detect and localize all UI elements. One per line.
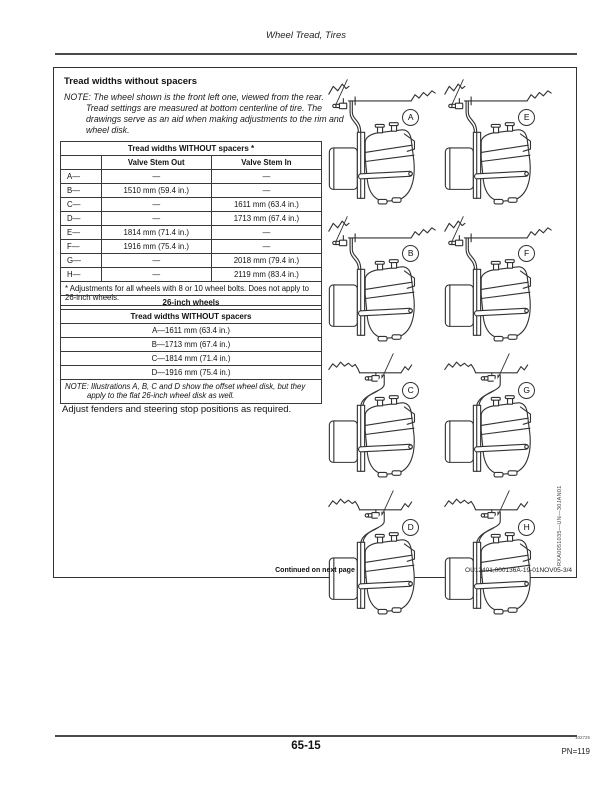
wheel-hub-drawing <box>326 349 438 486</box>
table-row <box>61 212 322 226</box>
illustration-label: A <box>402 109 419 126</box>
illustration-label: C <box>402 382 419 399</box>
cell-valve-in: — <box>211 184 321 198</box>
row-label: A— <box>61 170 102 184</box>
content-box <box>53 67 577 578</box>
table-row <box>61 338 322 352</box>
row-label: F— <box>61 240 102 254</box>
table-note: NOTE: Illustrations A, B, C and D show the offset wheel disk, but they apply to the flat 26-inch wheel disk as well. <box>61 380 322 404</box>
cell-valve-out: — <box>101 170 211 184</box>
body-text: Adjust fenders and steering stop positions as required. <box>62 404 292 415</box>
cell-valve-in: 1611 mm (63.4 in.) <box>211 198 321 212</box>
wheel-hub-drawing <box>326 76 438 213</box>
cell-valve-out: — <box>101 254 211 268</box>
illustration-label: F <box>518 245 535 262</box>
header-rule <box>55 53 577 55</box>
illustration-b <box>326 213 438 350</box>
table-note-row <box>61 380 322 404</box>
table-row <box>61 170 322 184</box>
pn-number: PN=119 <box>561 746 590 756</box>
tread-value: B—1713 mm (67.4 in.) <box>61 338 322 352</box>
tread-value: C—1814 mm (71.4 in.) <box>61 352 322 366</box>
illustration-label: G <box>518 382 535 399</box>
cell-valve-out: — <box>101 198 211 212</box>
cell-valve-in: 2119 mm (83.4 in.) <box>211 268 321 282</box>
section-note: NOTE: The wheel shown is the front left one, viewed from the rear. Tread settings are measured at bottom centerline of tire. The drawings serve as an aid when making adjustments to the rim and wheel disk. <box>64 92 344 135</box>
row-label: G— <box>61 254 102 268</box>
cell-valve-in: — <box>211 240 321 254</box>
table-row <box>61 352 322 366</box>
section-heading: Tread widths without spacers <box>64 76 198 87</box>
illustration-g <box>442 349 554 486</box>
table-row <box>61 240 322 254</box>
table-subtitle: Tread widths WITHOUT spacers <box>61 310 322 324</box>
wheel-hub-drawing <box>326 213 438 350</box>
page-number: 65-15 <box>291 740 321 752</box>
wheel-hub-drawing <box>442 76 554 213</box>
cell-valve-in: — <box>211 170 321 184</box>
tread-value: A—1611 mm (63.4 in.) <box>61 324 322 338</box>
pn-block <box>561 736 590 759</box>
table-row <box>61 324 322 338</box>
table-footnote: * Adjustments for all wheels with 8 or 10 wheel bolts. Does not apply to 26-inch wheels. <box>61 282 322 306</box>
26-inch-wheels-table <box>60 295 322 404</box>
tread-widths-table <box>60 141 322 306</box>
illustration-a <box>326 76 438 213</box>
cell-valve-out: — <box>101 268 211 282</box>
table-row <box>61 198 322 212</box>
table-row <box>61 184 322 198</box>
wheel-hub-drawing <box>442 486 554 623</box>
row-label: E— <box>61 226 102 240</box>
tread-value: D—1916 mm (75.4 in.) <box>61 366 322 380</box>
table-title-row <box>61 296 322 310</box>
table-row <box>61 226 322 240</box>
illustration-label: D <box>402 519 419 536</box>
wheel-hub-drawing <box>442 213 554 350</box>
illustration-label: B <box>402 245 419 262</box>
cell-valve-in: — <box>211 226 321 240</box>
footer-rule <box>55 735 577 737</box>
figure-id-vertical-caption: RXA0051035—UN—30JAN01 <box>557 485 563 566</box>
continued-notice: Continued on next page <box>275 567 355 574</box>
table-title-row <box>61 142 322 156</box>
illustration-d <box>326 486 438 623</box>
table-header-row <box>61 156 322 170</box>
illustration-h <box>442 486 554 623</box>
revision-code: OU12401,000136A-19-01NOV05-3/4 <box>465 567 572 574</box>
col-header-blank <box>61 156 102 170</box>
illustration-e <box>442 76 554 213</box>
cell-valve-in: 2018 mm (79.4 in.) <box>211 254 321 268</box>
row-label: D— <box>61 212 102 226</box>
table-title: 26-inch wheels <box>61 296 322 310</box>
illustration-label: H <box>518 519 535 536</box>
illustration-c <box>326 349 438 486</box>
row-label: H— <box>61 268 102 282</box>
col-header-valve-in: Valve Stem In <box>211 156 321 170</box>
wheel-illustration-grid <box>326 76 554 564</box>
row-label: B— <box>61 184 102 198</box>
illustration-label: E <box>518 109 535 126</box>
cell-valve-out: 1814 mm (71.4 in.) <box>101 226 211 240</box>
table-row <box>61 366 322 380</box>
running-header-title: Wheel Tread, Tires <box>266 30 346 41</box>
table-row <box>61 268 322 282</box>
cell-valve-in: 1713 mm (67.4 in.) <box>211 212 321 226</box>
col-header-valve-out: Valve Stem Out <box>101 156 211 170</box>
table-title: Tread widths WITHOUT spacers * <box>61 142 322 156</box>
cell-valve-out: — <box>101 212 211 226</box>
row-label: C— <box>61 198 102 212</box>
cell-valve-out: 1510 mm (59.4 in.) <box>101 184 211 198</box>
table-subtitle-row <box>61 310 322 324</box>
print-code: 102725 <box>574 735 590 740</box>
table-row <box>61 254 322 268</box>
wheel-hub-drawing <box>326 486 438 623</box>
cell-valve-out: 1916 mm (75.4 in.) <box>101 240 211 254</box>
illustration-f <box>442 213 554 350</box>
wheel-hub-drawing <box>442 349 554 486</box>
